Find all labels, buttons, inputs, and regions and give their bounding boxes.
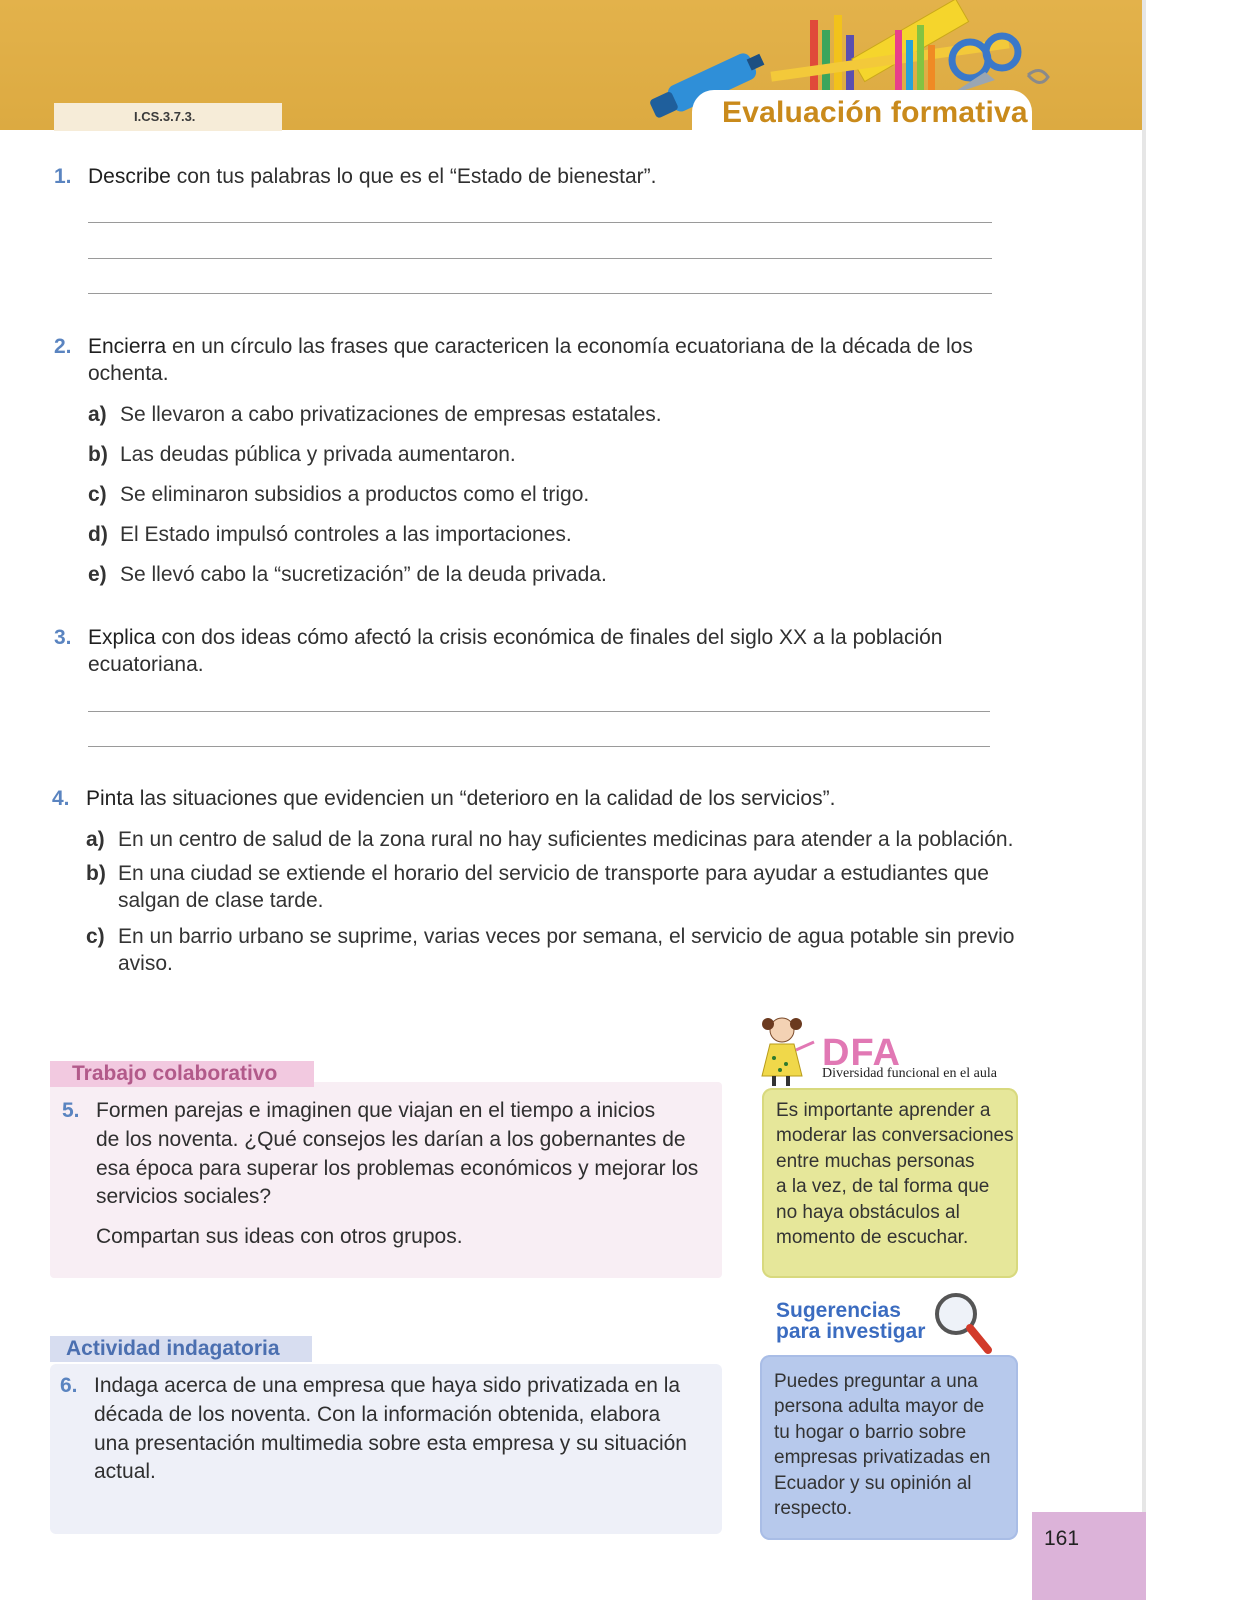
question-text-cont: ochenta. [88,362,169,385]
suggestions-line: respecto. [774,1498,853,1519]
girl-mascot-icon [752,1010,822,1090]
suggestions-title: Sugerencias para investigar [776,1299,926,1343]
question-text: con tus palabras lo que es el “Estado de bienestar”. [170,165,657,188]
option-c[interactable]: c) Se eliminaron subsidios a productos como el trigo. [88,483,590,506]
question-5: 5. Formen parejas e imaginen que viajan en el tiempo a inicios [62,1096,702,1125]
question-verb: Explica [88,626,156,649]
dfa-line: moderar las conversaciones [776,1125,1014,1146]
option-b[interactable]: b) En una ciudad se extiende el horario del servicio de transporte para ayudar a estudiantes que [86,862,989,885]
option-b[interactable]: b) Las deudas pública y privada aumentaron. [88,443,516,466]
page-edge [1142,0,1146,1600]
magnifying-glass-icon [932,1290,994,1358]
suggestions-line: Ecuador y su opinión al [774,1473,972,1494]
dfa-line: momento de escuchar. [776,1227,969,1248]
dfa-line: entre muchas personas [776,1151,975,1172]
question-6-line: década de los noventa. Con la información obtenida, elabora [94,1403,661,1426]
dfa-line: Es importante aprender a [776,1100,991,1121]
page-number: 161 [1032,1512,1146,1600]
question-4 [52,785,835,812]
question-text: las situaciones que evidencien un “deterioro en la calidad de los servicios”. [133,787,836,810]
option-a[interactable]: a) En un centro de salud de la zona rural no hay suficientes medicinas para atender a la población. [86,828,1014,851]
question-number: 4. [52,787,70,810]
question-text-cont: ecuatoriana. [88,653,204,676]
question-5-line: de los noventa. ¿Qué consejos les darían a los gobernantes de [96,1128,686,1151]
option-b-cont: salgan de clase tarde. [118,889,324,912]
answer-line[interactable] [88,293,992,294]
question-number: 6. [60,1374,78,1397]
question-5-line: esa época para superar los problemas económicos y mejorar los [96,1157,699,1180]
suggestions-line: empresas privatizadas en [774,1447,991,1468]
question-verb: Pinta [86,787,134,810]
dfa-subtitle: Diversidad funcional en el aula [822,1066,997,1081]
option-a[interactable]: a) Se llevaron a cabo privatizaciones de empresas estatales. [88,403,662,426]
dfa-title: DFA [822,1032,901,1074]
question-number: 3. [54,626,72,649]
question-text: en un círculo las frases que caractericen la economía ecuatoriana de la década de los [166,335,973,358]
question-number: 2. [54,335,72,358]
dfa-line: no haya obstáculos al [776,1202,960,1223]
suggestions-line: tu hogar o barrio sobre [774,1422,967,1443]
answer-line[interactable] [88,222,992,223]
question-number: 5. [62,1099,80,1122]
option-d[interactable]: d) El Estado impulsó controles a las importaciones. [88,523,572,546]
question-6: 6. Indaga acerca de una empresa que haya sido privatizada en la [60,1371,700,1400]
question-3 [54,624,1004,651]
question-6-line: una presentación multimedia sobre esta empresa y su situación [94,1432,687,1455]
dfa-line: a la vez, de tal forma que [776,1176,990,1197]
question-number: 1. [54,165,72,188]
question-text: con dos ideas cómo afectó la crisis económica de finales del siglo XX a la población [155,626,943,649]
question-6-line: actual. [94,1460,156,1483]
question-verb: Encierra [88,335,167,358]
option-e[interactable]: e) Se llevó cabo la “sucretización” de la deuda privada. [88,563,607,586]
inquiry-activity-title: Actividad indagatoria [50,1336,312,1362]
question-2 [54,333,1004,360]
suggestions-line: persona adulta mayor de [774,1396,985,1417]
question-5-closing: Compartan sus ideas con otros grupos. [96,1225,463,1248]
question-verb: Describe [88,165,171,188]
answer-line[interactable] [88,746,990,747]
section-title: Evaluación formativa [692,90,1032,140]
collaborative-work-title: Trabajo colaborativo [50,1061,314,1087]
indicator-code: I.CS.3.7.3. [54,103,282,131]
question-5-line: servicios sociales? [96,1185,272,1208]
suggestions-line: Puedes preguntar a una [774,1371,978,1392]
option-c[interactable]: c) En un barrio urbano se suprime, varias veces por semana, el servicio de agua potable sin previo [86,925,1015,948]
answer-line[interactable] [88,711,990,712]
question-1 [54,163,657,190]
answer-line[interactable] [88,258,992,259]
option-c-cont: aviso. [118,952,173,975]
